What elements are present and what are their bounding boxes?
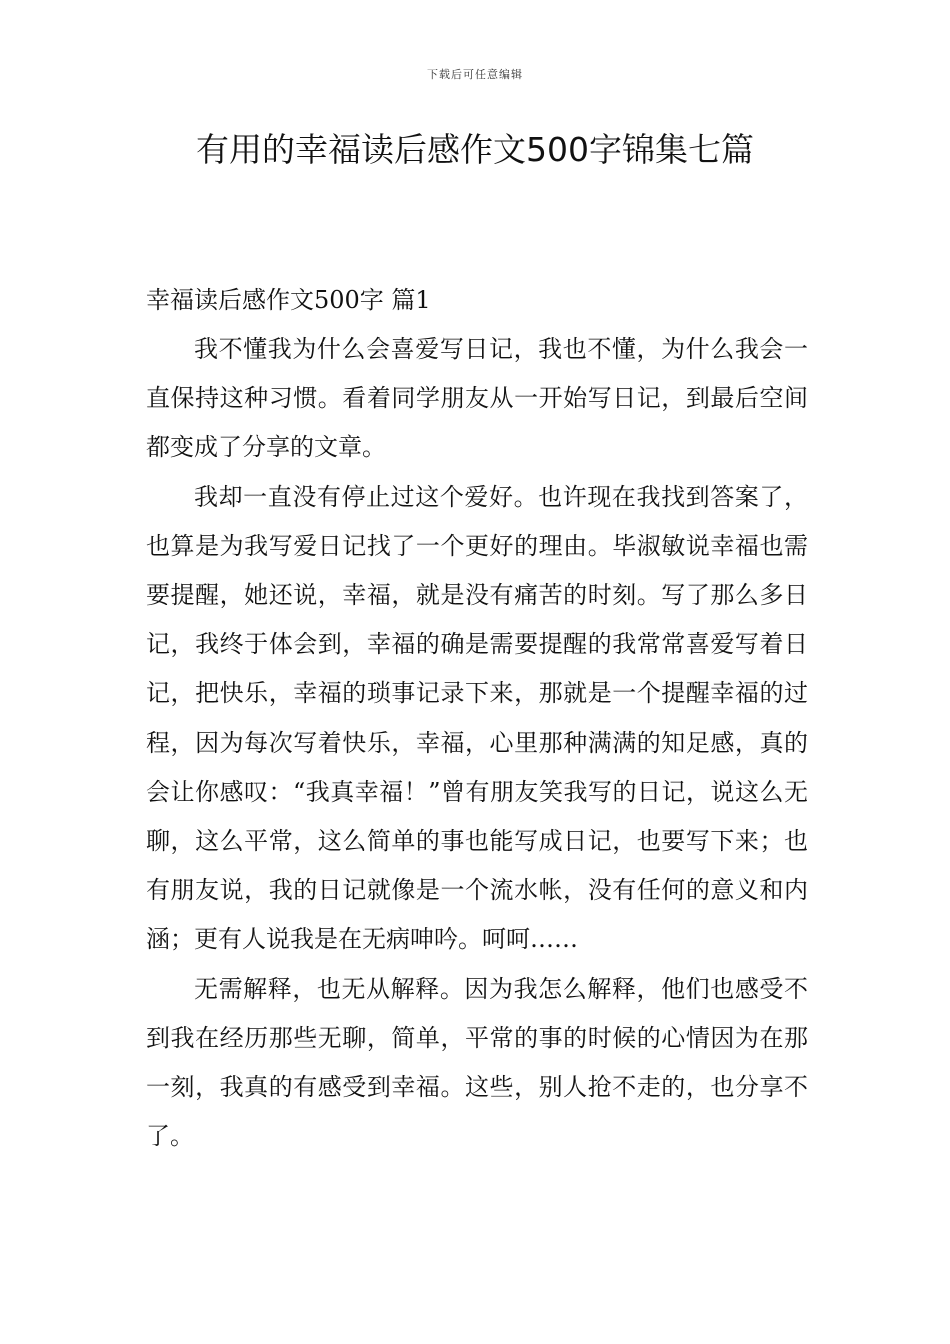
paragraph-3: 无需解释，也无从解释。因为我怎么解释，他们也感受不到我在经历那些无聊，简单，平常的事的时候的心情因为在那一刻，我真的有感受到幸福。这些，别人抢不走的，也分享不了。 bbox=[146, 974, 808, 1151]
header-note: 下载后可任意编辑 bbox=[427, 68, 523, 81]
section-heading: 幸福读后感作文500字 篇1 bbox=[146, 286, 431, 314]
paragraph-2: 我却一直没有停止过这个爱好。也许现在我找到答案了，也算是为我写爱日记找了一个更好的理由。毕淑敏说幸福也需要提醒，她还说，幸福，就是没有痛苦的时刻。写了那么多日记，我终于体会到，幸福的确是需要提醒的我常常喜爱写着日记，把快乐，幸福的琐事记录下来，那就是一个提醒幸福的过程，因为每次写着快乐，幸福，心里那种满满的知足感，真的会让你感叹：“我真幸福！”曾有朋友笑我写的日记，说这么无聊，这么平常，这么简单的事也能写成日记，也要写下来；也有朋友说，我的日记就像是一个流水帐，没有任何的意义和内涵；更有人说我是在无病呻吟。呵呵…… bbox=[146, 482, 808, 954]
document-body bbox=[146, 280, 808, 1161]
paragraph-1: 我不懂我为什么会喜爱写日记，我也不懂，为什么我会一直保持这种习惯。看着同学朋友从一开始写日记，到最后空间都变成了分享的文章。 bbox=[146, 335, 808, 462]
document-title: 有用的幸福读后感作文500字锦集七篇 bbox=[196, 130, 754, 169]
